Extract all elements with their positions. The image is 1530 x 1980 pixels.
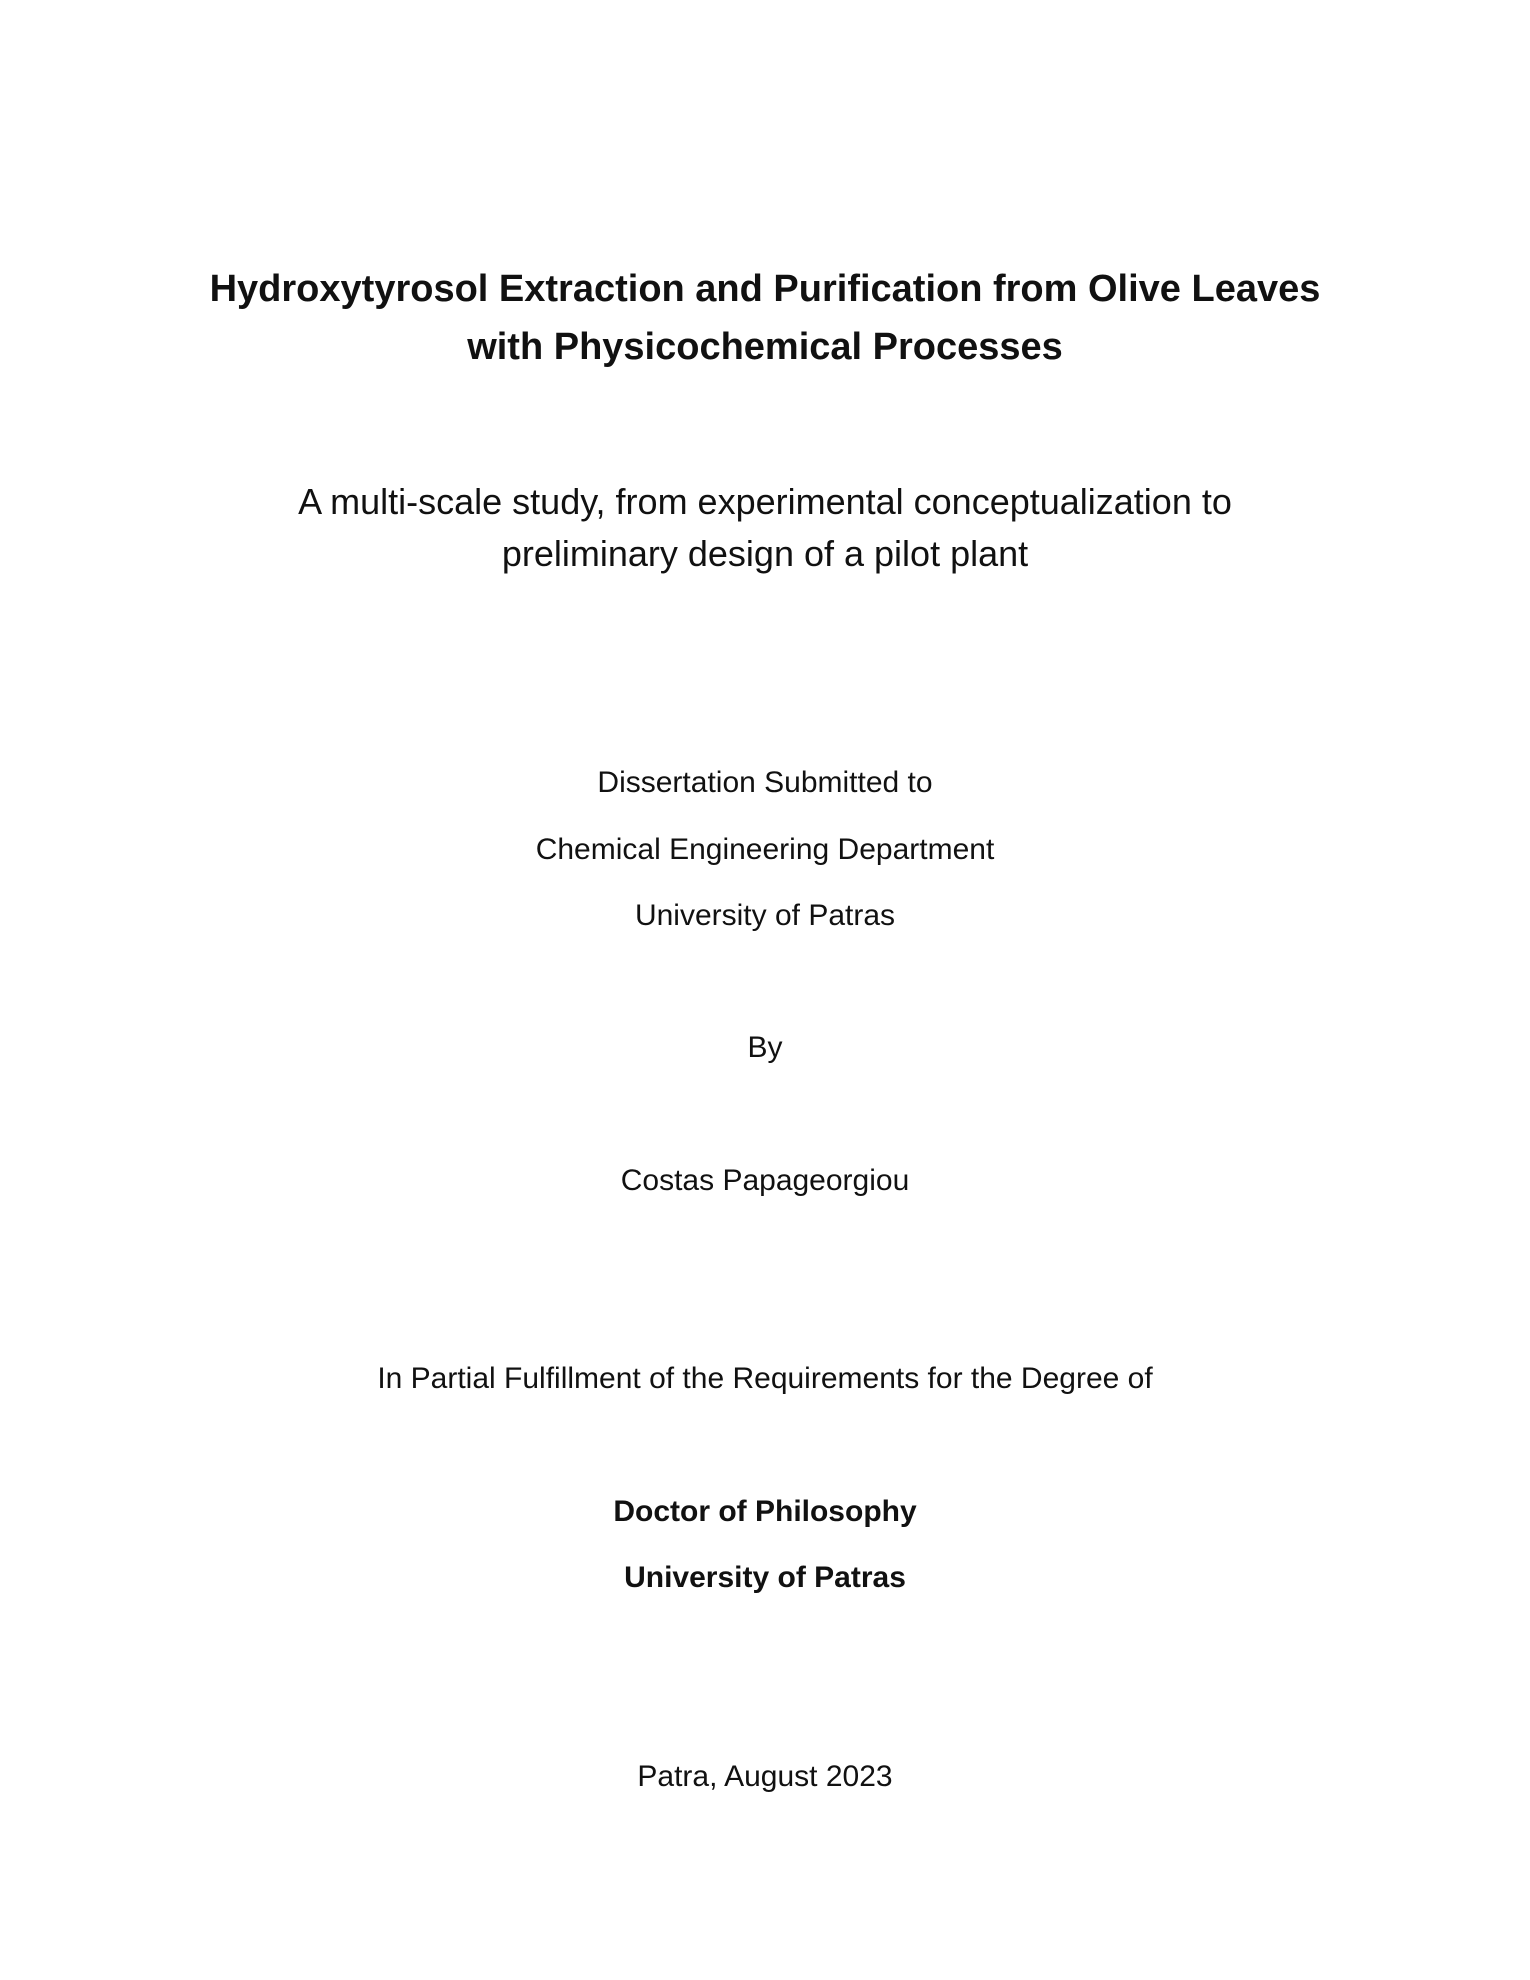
thesis-title-line-1: Hydroxytyrosol Extraction and Purification from Olive Leaves <box>209 268 1321 310</box>
thesis-title-line-2: with Physicochemical Processes <box>467 326 1063 368</box>
university-name: University of Patras <box>634 899 896 932</box>
thesis-subtitle-line-2: preliminary design of a pilot plant <box>501 533 1029 574</box>
degree-university: University of Patras <box>624 1561 906 1594</box>
thesis-subtitle-line-1: A multi-scale study, from experimental conceptualization to <box>298 481 1232 522</box>
by-label: By <box>747 1031 783 1064</box>
place-and-date: Patra, August 2023 <box>637 1760 893 1793</box>
degree-name: Doctor of Philosophy <box>613 1495 917 1528</box>
fulfillment-statement: In Partial Fulfillment of the Requirements for the Degree of <box>377 1362 1153 1395</box>
department-name: Chemical Engineering Department <box>535 833 995 866</box>
submitted-to-label: Dissertation Submitted to <box>597 766 933 799</box>
author-name: Costas Papageorgiou <box>620 1164 910 1197</box>
